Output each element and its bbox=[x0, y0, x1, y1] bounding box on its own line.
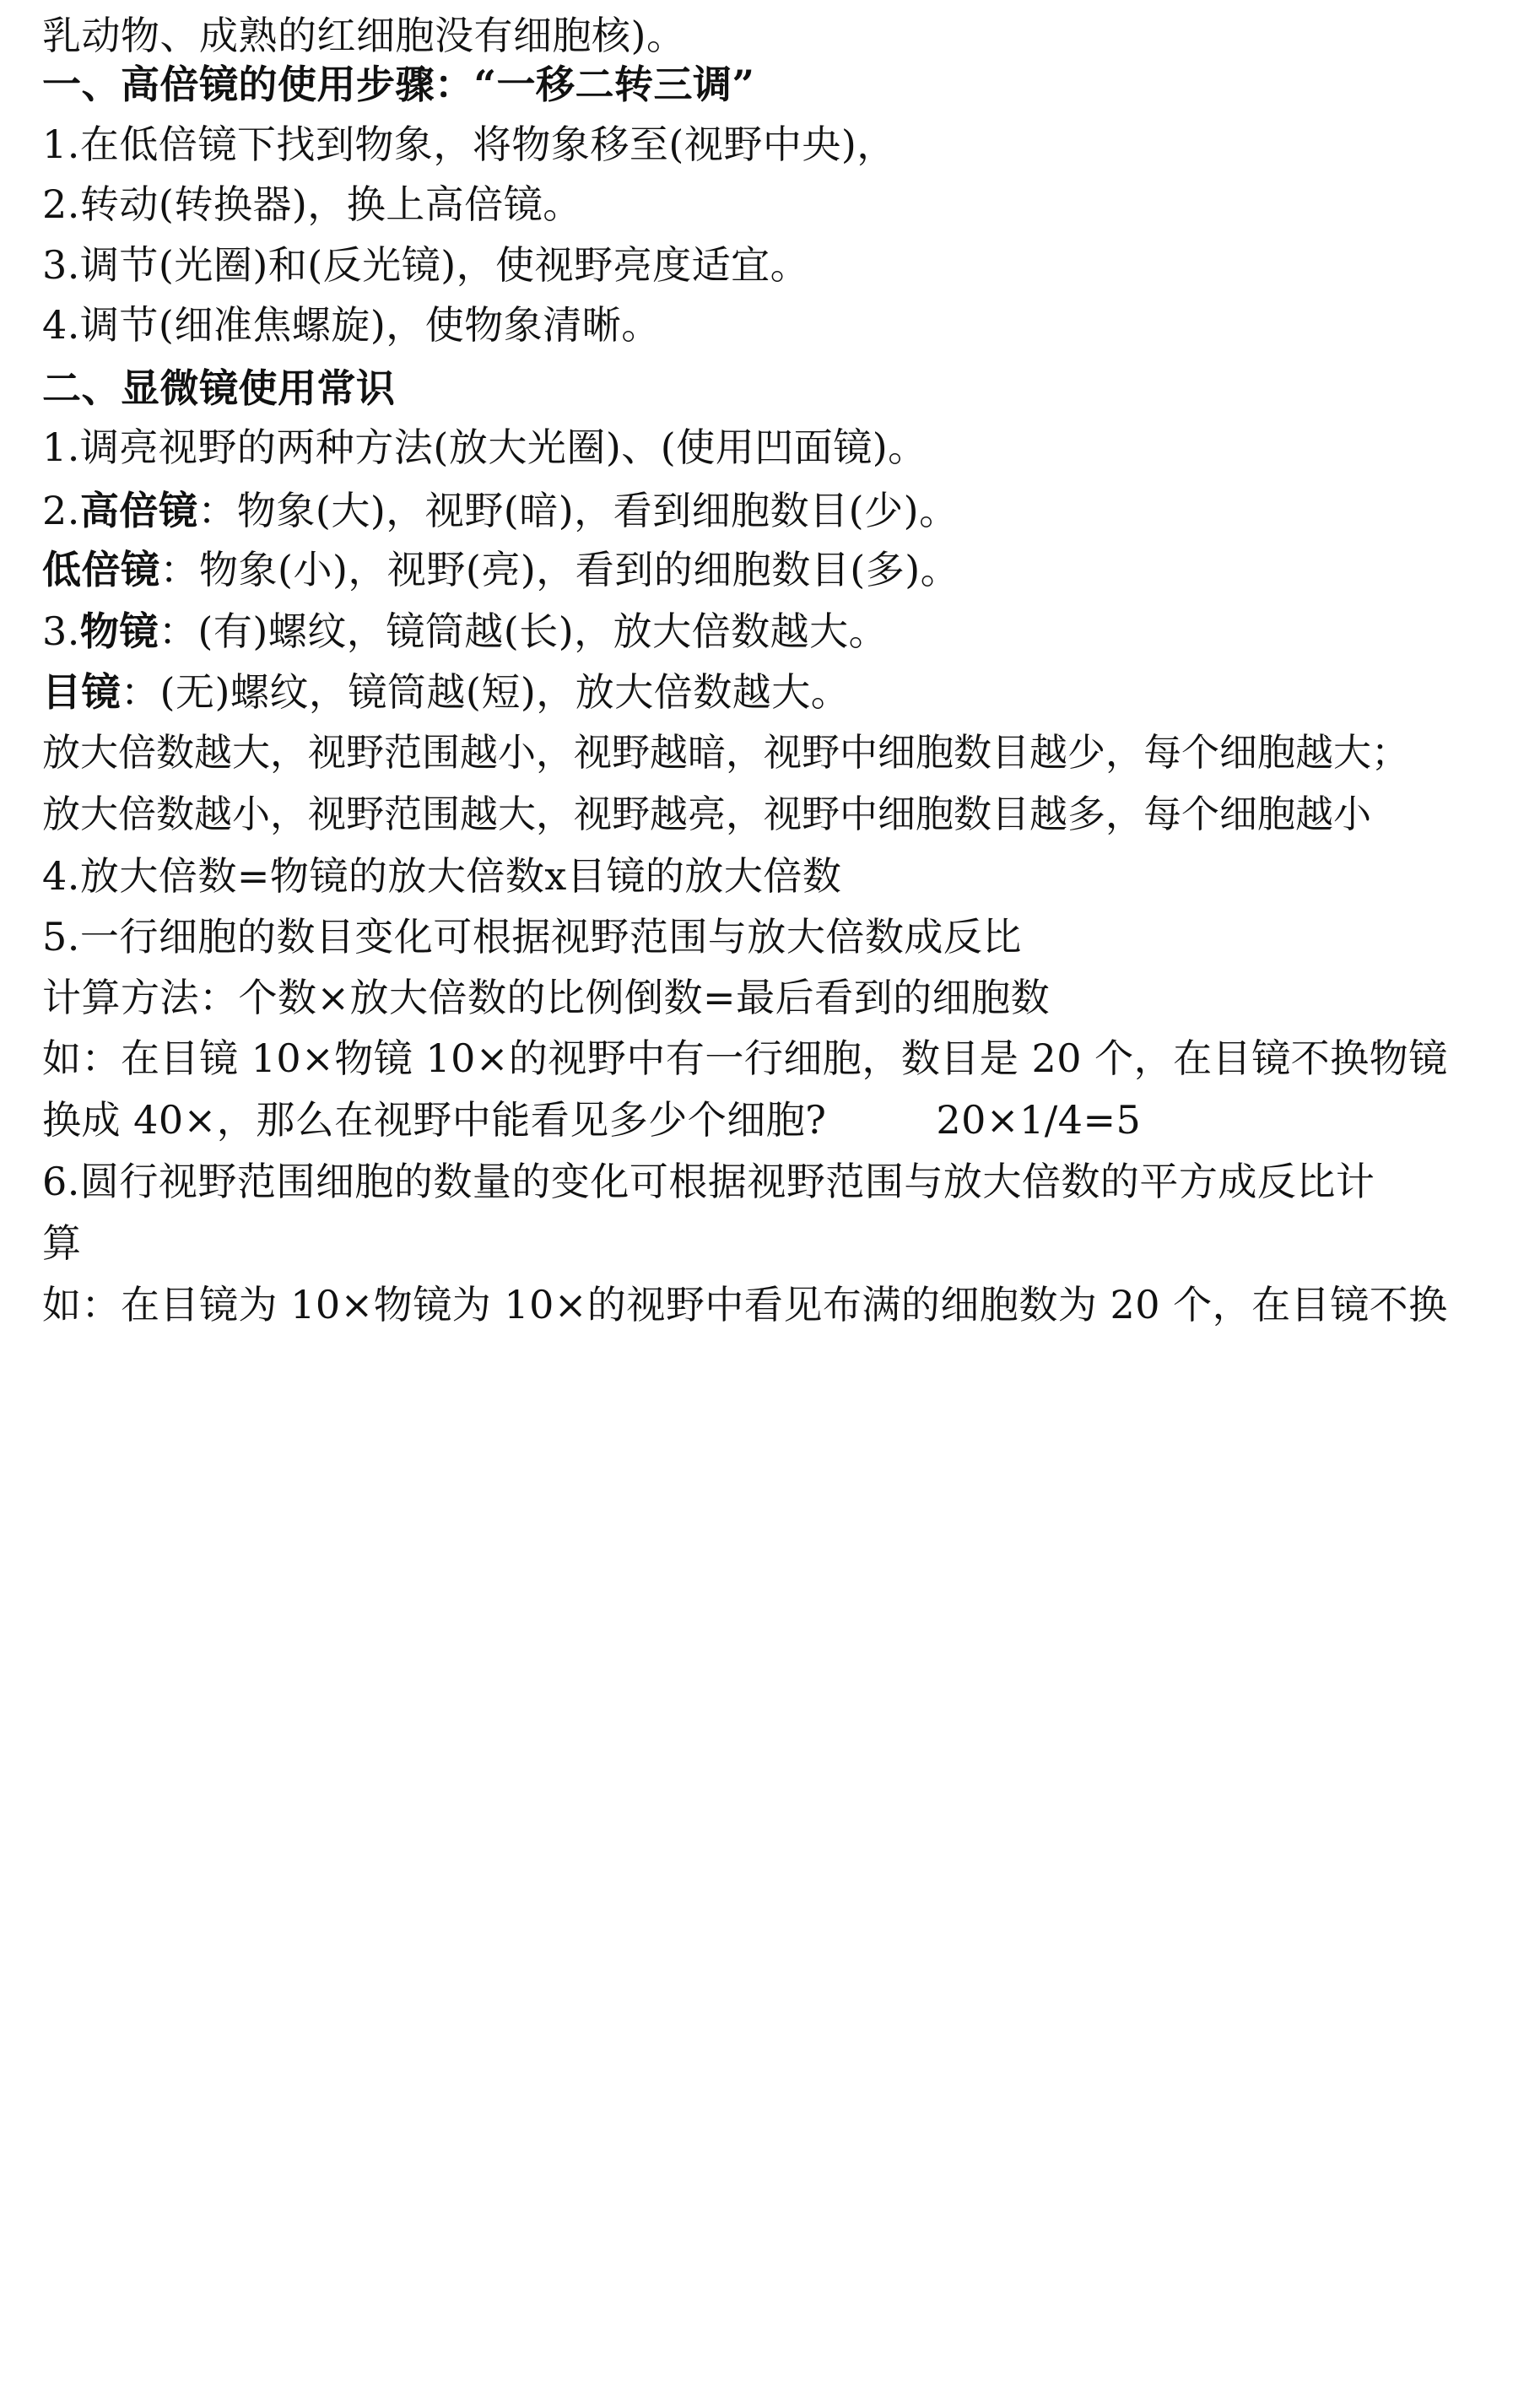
term-high-power: 高倍镜 bbox=[79, 488, 198, 533]
example-1-text: 换成 40×，那么在视野中能看见多少个细胞? bbox=[42, 1097, 827, 1143]
knowledge-1: 1.调亮视野的两种方法(放大光圈)、(使用凹面镜)。 bbox=[42, 424, 927, 470]
magnification-effect-large: 放大倍数越大，视野范围越小，视野越暗，视野中细胞数目越少，每个细胞越大； bbox=[42, 730, 1410, 775]
term-eyepiece: 目镜 bbox=[42, 669, 121, 715]
heading-high-power-steps: 一、高倍镜的使用步骤：“一移二转三调” bbox=[42, 62, 755, 107]
knowledge-4-formula: 4.放大倍数=物镜的放大倍数x目镜的放大倍数 bbox=[42, 853, 842, 899]
step-2: 2.转动(转换器)，换上高倍镜。 bbox=[42, 181, 582, 227]
step-3: 3.调节(光圈)和(反光镜)，使视野亮度适宜。 bbox=[42, 242, 810, 288]
knowledge-5: 5.一行细胞的数目变化可根据视野范围与放大倍数成反比 bbox=[42, 914, 1022, 960]
colon: ： bbox=[159, 547, 199, 592]
knowledge-3-objective bbox=[42, 606, 888, 657]
example-1-question-cont bbox=[42, 1095, 1141, 1145]
magnification-effect-small: 放大倍数越小，视野范围越大，视野越亮，视野中细胞数目越多，每个细胞越小 bbox=[42, 792, 1372, 836]
colon: ： bbox=[158, 608, 198, 654]
colon: ： bbox=[197, 488, 237, 533]
colon: ： bbox=[121, 669, 160, 715]
step-1: 1.在低倍镜下找到物象，将物象移至(视野中央)， bbox=[42, 122, 896, 167]
item-number: 2. bbox=[42, 488, 80, 533]
knowledge-6: 6.圆行视野范围细胞的数量的变化可根据视野范围与放大倍数的平方成反比计 bbox=[42, 1159, 1375, 1204]
example-2-question: 如：在目镜为 10×物镜为 10×的视野中看见布满的细胞数为 20 个，在目镜不换 bbox=[42, 1282, 1448, 1327]
text-line-intro: 乳动物、成熟的红细胞没有细胞核)。 bbox=[42, 13, 686, 58]
step-4: 4.调节(细准焦螺旋)，使物象清晰。 bbox=[42, 302, 661, 348]
knowledge-6-cont: 算 bbox=[42, 1220, 82, 1266]
example-1-question: 如：在目镜 10×物镜 10×的视野中有一行细胞，数目是 20 个，在目镜不换物镜 bbox=[42, 1035, 1448, 1081]
example-1-answer: 20×1/4=5 bbox=[936, 1097, 1142, 1143]
item-number: 3. bbox=[42, 608, 80, 654]
high-power-desc: 物象(大)，视野(暗)，看到细胞数目(少)。 bbox=[236, 488, 959, 533]
low-power-desc: 物象(小)，视野(亮)，看到的细胞数目(多)。 bbox=[199, 547, 960, 592]
objective-desc: (有)螺纹，镜筒越(长)，放大倍数越大。 bbox=[197, 608, 889, 654]
knowledge-2-high-power bbox=[42, 485, 959, 536]
eyepiece-desc: (无)螺纹，镜筒越(短)，放大倍数越大。 bbox=[159, 669, 851, 715]
heading-microscope-knowledge: 二、显微镜使用常识 bbox=[42, 365, 396, 411]
term-low-power: 低倍镜 bbox=[42, 547, 160, 592]
knowledge-2-low-power bbox=[42, 544, 959, 595]
term-objective: 物镜 bbox=[79, 608, 159, 654]
knowledge-3-eyepiece bbox=[42, 667, 850, 717]
calculation-method: 计算方法：个数×放大倍数的比例倒数=最后看到的细胞数 bbox=[42, 975, 1051, 1020]
